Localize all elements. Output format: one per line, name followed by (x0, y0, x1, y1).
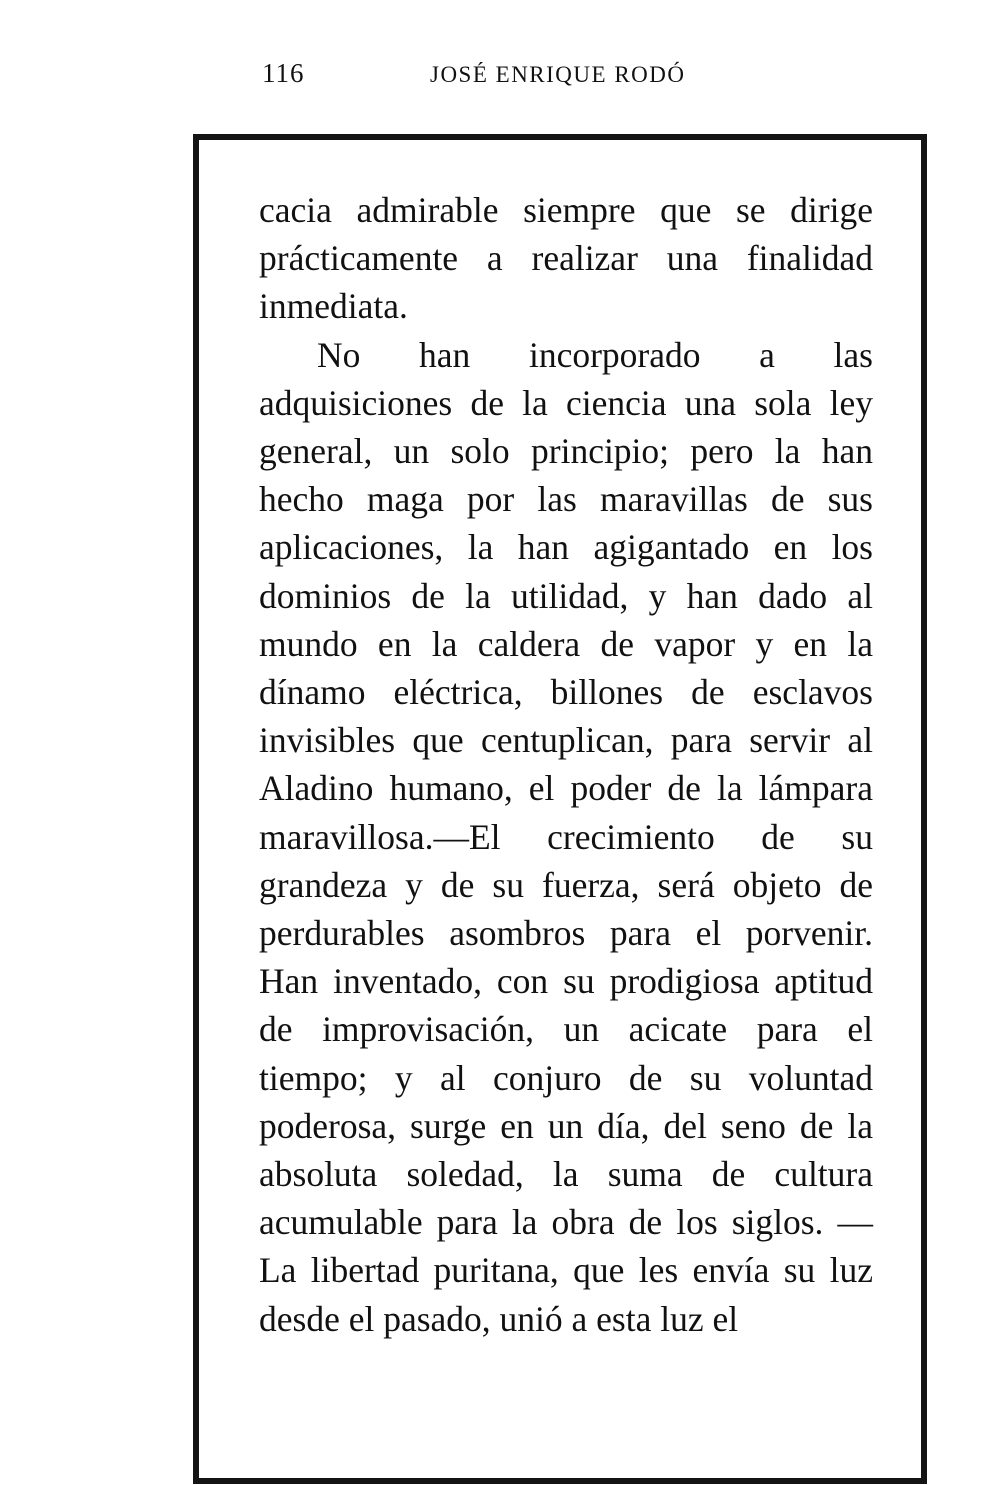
page-number: 116 (262, 58, 305, 88)
running-head (262, 58, 722, 98)
paragraph-2: No han incorporado a las adquisiciones de la ciencia una sola ley general, un solo principio; pero la han hecho maga por las maravillas de sus aplicaciones, la han agigantado en los dominios de la utilidad, y han dado al mundo en la caldera de vapor y en la dínamo eléctrica, billones de esclavos invisibles que centuplican, para servir al Aladino humano, el poder de la lámpara maravillosa.—El crecimiento de su grandeza y de su fuerza, será objeto de perdurables asombros para el porvenir. Han inventado, con su prodigiosa aptitud de improvisación, un acicate para el tiempo; y al conjuro de su voluntad poderosa, surge en un día, del seno de la absoluta soledad, la suma de cultura acumulable para la obra de los siglos. —La libertad puritana, que les envía su luz desde el pasado, unió a esta luz el (259, 334, 873, 1339)
body-text (259, 186, 873, 1343)
running-title: JOSÉ ENRIQUE RODÓ (430, 62, 686, 87)
paragraph-1: cacia admirable siempre que se dirige prácticamente a realizar una finalidad inmediata. (259, 190, 873, 327)
